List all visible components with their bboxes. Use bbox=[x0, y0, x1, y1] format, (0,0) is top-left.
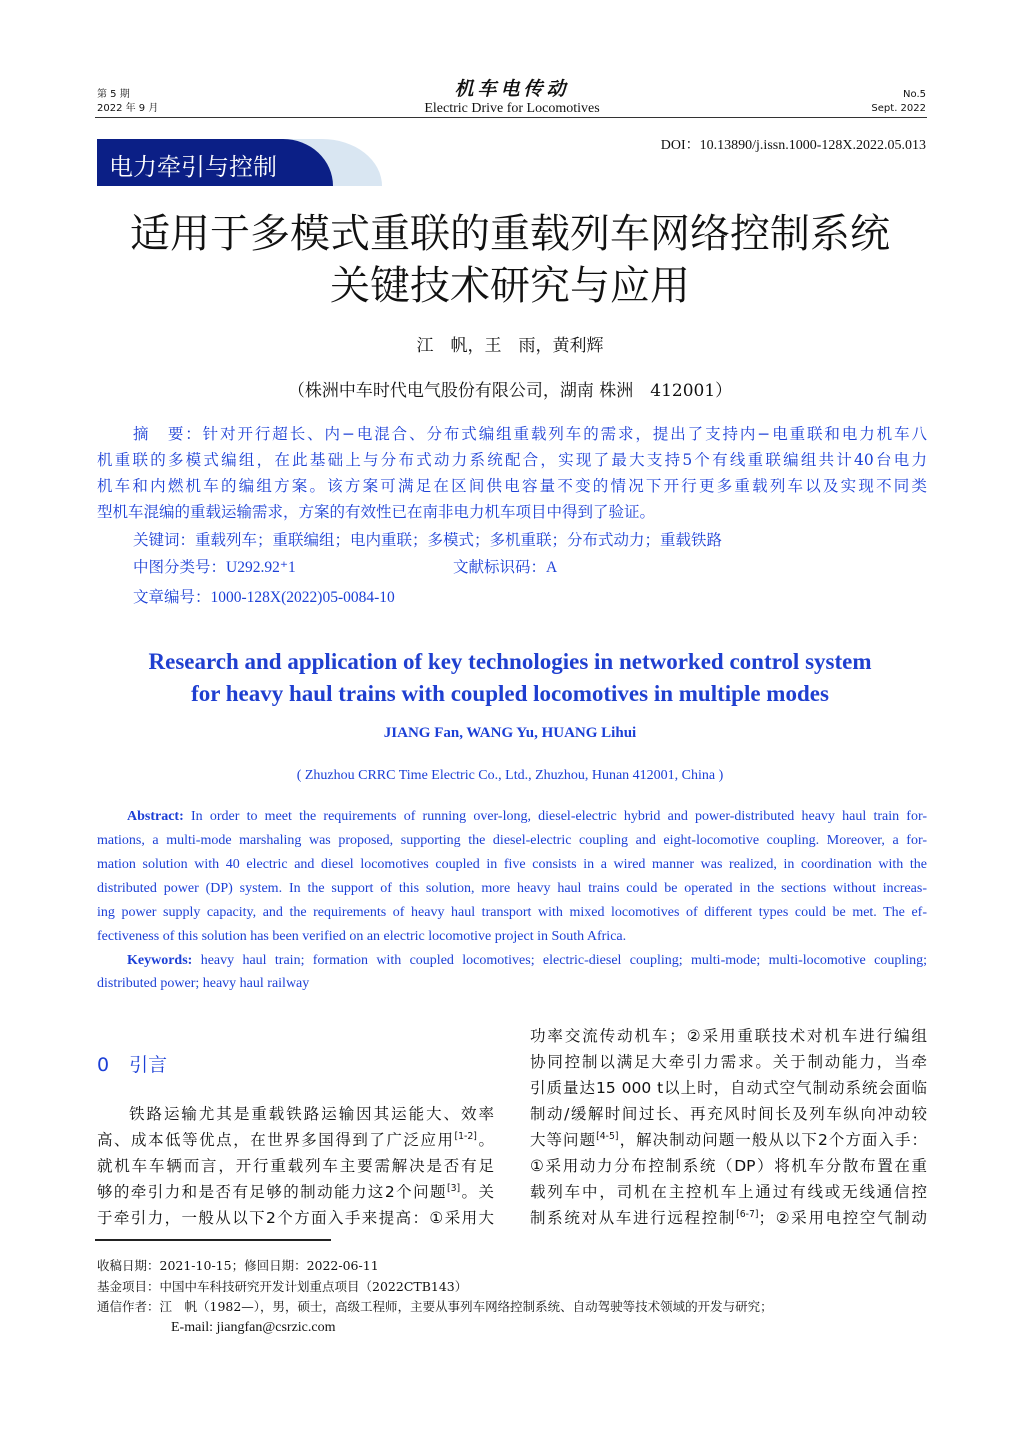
body-line: 够的牵引力和是否有足够的制动能力这2个问题[3]。关 bbox=[97, 1182, 494, 1201]
abstract-cn-label: 摘 要： bbox=[133, 425, 203, 443]
body-line: 制系统对从车进行远程控制[6-7]；②采用电控空气制动 bbox=[530, 1208, 927, 1227]
title-cn bbox=[60, 208, 960, 312]
abstract-cn-line: 针对开行超长、内−电混合、分布式编组重载列车的需求，提出了支持内−电重联和电力机车八 bbox=[202, 425, 927, 443]
footnotes bbox=[97, 1256, 773, 1338]
abstract-en-line: mation solution with 40 electric and diesel locomotives coupled in five consists in a wired manner was realized, in coordination with the bbox=[97, 857, 927, 872]
section-banner bbox=[97, 139, 333, 186]
abstract-en-line: fectiveness of this solution has been verified on an electric locomotive project in South Africa. bbox=[97, 929, 627, 944]
body-line: 高、成本低等优点，在世界多国得到了广泛应用[1-2]。 bbox=[97, 1130, 494, 1149]
keywords-en: distributed power; heavy haul railway bbox=[97, 976, 310, 991]
keywords-en: heavy haul train; formation with coupled locomotives; electric-diesel coupling; multi-mode; multi-locomotive coupling; bbox=[200, 953, 928, 968]
body-line: 大等问题[4-5]，解决制动问题一般从以下2个方面入手： bbox=[530, 1130, 927, 1149]
keywords-cn-label: 关键词： bbox=[133, 531, 196, 549]
abstract-cn-line: 机重联的多模式编组，在此基础上与分布式动力系统配合，实现了最大支持5个有线重联编组共计40台电力 bbox=[97, 451, 927, 469]
footnote-email: E-mail: jiangfan@csrzic.com bbox=[171, 1319, 336, 1335]
body-line: 铁路运输尤其是重载铁路运输因其运能大、效率 bbox=[129, 1105, 494, 1123]
doc-code-label: 文献标识码： bbox=[453, 558, 547, 576]
section-title: 引言 bbox=[129, 1054, 168, 1076]
issue-cn: 第 5 期 bbox=[97, 89, 130, 100]
body-line: 载列车中，司机在主控机车上通过有线或无线通信控 bbox=[530, 1183, 927, 1201]
title-en-line: for heavy haul trains with coupled locomotives in multiple modes bbox=[191, 681, 829, 706]
clc-value: U292.92⁺1 bbox=[226, 559, 296, 576]
affiliation-en: ( Zhuzhou CRRC Time Electric Co., Ltd., Zhuzhou, Hunan 412001, China ) bbox=[296, 768, 724, 783]
section-number: 0 bbox=[97, 1054, 110, 1076]
keywords-cn: 重载列车；重联编组；电内重联；多模式；多机重联；分布式动力；重载铁路 bbox=[195, 531, 723, 549]
journal-title-en: Electric Drive for Locomotives bbox=[424, 101, 600, 116]
article-no-label: 文章编号： bbox=[133, 588, 211, 606]
title-cn-line: 关键技术研究与应用 bbox=[330, 263, 690, 309]
section-banner-label: 电力牵引与控制 bbox=[109, 153, 277, 181]
title-en bbox=[0, 646, 1020, 710]
journal-logo: 机车电传动 bbox=[454, 78, 570, 100]
abstract-cn-line: 机车和内燃机车的编组方案。该方案可满足在区间供电容量不变的情况下开行更多重载列车以及实现不同类 bbox=[97, 477, 927, 495]
affiliation-cn: （株洲中车时代电气股份有限公司，湖南 株洲 412001） bbox=[287, 381, 733, 401]
authors-en: JIANG Fan, WANG Yu, HUANG Lihui bbox=[383, 725, 637, 741]
body-line: 于牵引力，一般从以下2个方面入手来提高：①采用大 bbox=[97, 1209, 494, 1227]
footnote-rule bbox=[95, 1239, 331, 1241]
abstract-en-line: In order to meet the requirements of running over-long, diesel-electric hybrid and power-distributed heavy haul train for- bbox=[190, 809, 928, 824]
body-line: 制动/缓解时间过长、再充风时间长及列车纵向冲动较 bbox=[530, 1105, 927, 1123]
footnote-author: 通信作者：江 帆（1982—），男，硕士，高级工程师，主要从事列车网络控制系统、自动驾驶等技术领域的开发与研究； bbox=[97, 1299, 773, 1314]
doc-code-value: A bbox=[546, 559, 558, 576]
doi: DOI：10.13890/j.issn.1000-128X.2022.05.013 bbox=[660, 138, 926, 153]
footnote-received: 收稿日期：2021-10-15；修回日期：2022-06-11 bbox=[97, 1258, 379, 1273]
body-line: ①采用动力分布控制系统（DP）将机车分散布置在重 bbox=[530, 1157, 927, 1175]
issue-en: No.5 bbox=[903, 89, 926, 100]
section-heading bbox=[97, 1050, 167, 1077]
body-line: 引质量达15 000 t以上时，自动式空气制动系统会面临 bbox=[530, 1079, 927, 1097]
body-line: 功率交流传动机车；②采用重联技术对机车进行编组 bbox=[530, 1027, 927, 1045]
title-en-line: Research and application of key technologies in networked control system bbox=[148, 649, 872, 674]
abstract-en-line: distributed power (DP) system. In the support of this solution, more heavy haul trains could be operated in the sections without increas- bbox=[97, 881, 927, 896]
footnote-fund: 基金项目：中国中车科技研究开发计划重点项目（2022CTB143） bbox=[97, 1278, 468, 1294]
clc-label: 中图分类号： bbox=[133, 558, 227, 576]
abstract-en-line: mations, a multi-mode marshaling was proposed, supporting the diesel-electric coupling and eight-locomotive coupling. Moreover, a for- bbox=[97, 833, 927, 848]
abstract-en-line: ing power supply capacity, and the requirements of heavy haul transport with mixed locomotives of different types could be met. The ef- bbox=[97, 905, 927, 920]
abstract-en-label: Abstract: bbox=[127, 809, 184, 824]
abstract-cn-line: 型机车混编的重载运输需求，方案的有效性已在南非电力机车项目中得到了验证。 bbox=[97, 503, 656, 521]
title-cn-line: 适用于多模式重联的重载列车网络控制系统 bbox=[130, 211, 890, 257]
body-line: 就机车车辆而言，开行重载列车主要需解决是否有足 bbox=[97, 1157, 494, 1175]
article-no-value: 1000-128X(2022)05-0084-10 bbox=[210, 589, 395, 606]
date-cn: 2022 年 9 月 bbox=[97, 103, 159, 114]
date-en: Sept. 2022 bbox=[871, 103, 926, 114]
header-rule bbox=[95, 117, 927, 118]
keywords-en-label: Keywords: bbox=[127, 953, 193, 968]
body-line: 协同控制以满足大牵引力需求。关于制动能力，当牵 bbox=[530, 1053, 927, 1071]
authors-cn: 江 帆，王 雨，黄利辉 bbox=[416, 336, 604, 356]
